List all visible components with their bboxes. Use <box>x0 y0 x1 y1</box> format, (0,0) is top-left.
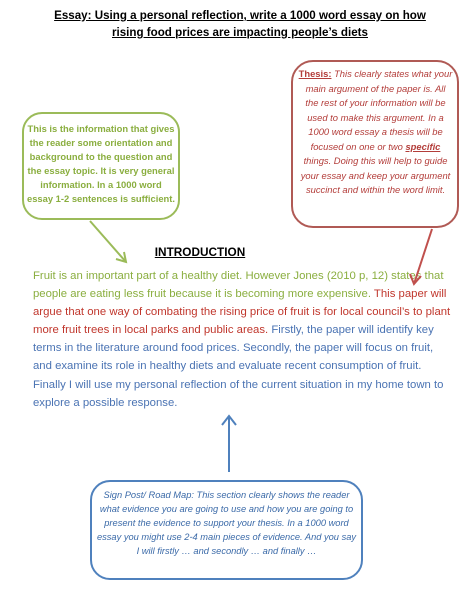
blue-arrow-icon <box>222 416 236 472</box>
background-sentence: Fruit is an important part of a healthy diet. However Jones (2010 p, 12) states that people are eating less fruit because it is becoming more expensive. <box>33 270 444 301</box>
signpost-callout-text: Sign Post/ Road Map: This section clearly shows the reader what evidence you are going to use and how you are going to present the evidence to support your thesis. In a 1000 word essay you might use 2-4 main pieces of evidence. And you say I will firstly … and secondly … and finally … <box>96 490 357 556</box>
green-arrow-icon <box>90 221 126 262</box>
thesis-emphasis: specific <box>405 140 441 152</box>
page-title: Essay: Using a personal reflection, write a 1000 word essay on how rising food prices are impacting people’s diets <box>54 9 426 39</box>
thesis-text-part2: things. Doing this will help to guide your essay and keep your argument succinct and within the word limit. <box>300 155 451 195</box>
introduction-heading: INTRODUCTION <box>154 245 246 259</box>
thesis-text-part1: This clearly states what your main argument of the paper is. All the rest of your information will be used to make this argument. In a 1000 word essay a thesis will be focused on one or two <box>305 68 453 152</box>
thesis-sentence: This paper will argue that one way of combating the rising price of fruit is for local council’s to plant more fruit trees in local parks and public areas. <box>33 288 451 337</box>
background-callout-text: This is the information that gives the reader some orientation and background to the question and the essay topic. It is very general information. In a 1000 word essay 1-2 sentences is sufficient. <box>27 123 175 204</box>
signpost-sentences: Firstly, the paper will identify key terms in the literature around food prices. Secondly, the paper will focus on fruit, and examine its role in healthy diets and evaluate recent consumption of fruit. Finally I will use my personal reflection of the current situation in my home town to explore a possible response. <box>33 324 444 409</box>
thesis-label: Thesis: <box>298 68 332 79</box>
red-arrow-icon <box>410 229 432 284</box>
